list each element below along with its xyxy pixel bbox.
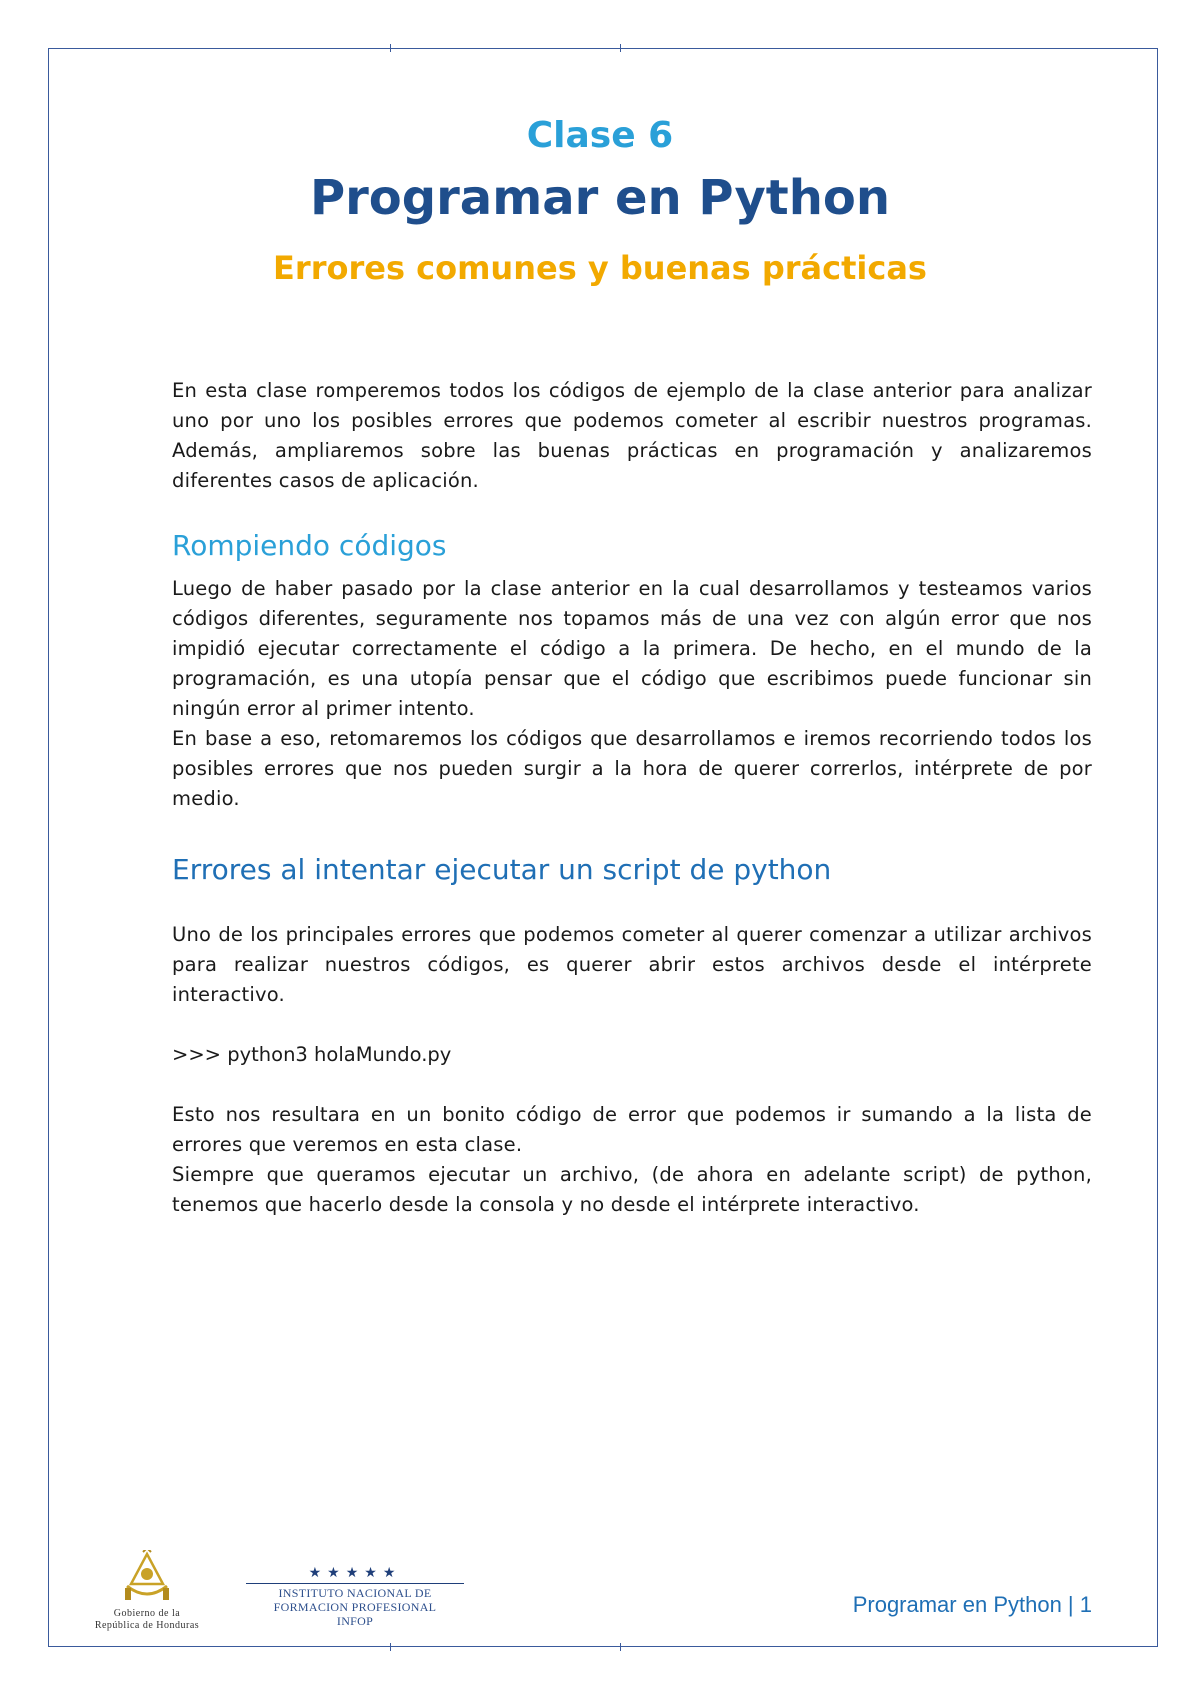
spacer bbox=[172, 1010, 1092, 1040]
section1-paragraph-2: En base a eso, retomaremos los códigos que desarrollamos e iremos recorriendo todos los posibles errores que nos pueden surgir a la hora de querer correrlos, intérprete de por medio. bbox=[172, 727, 1092, 810]
spacer bbox=[172, 1070, 1092, 1100]
page-footer: Programar en Python | 1 bbox=[852, 1592, 1092, 1617]
government-logo bbox=[72, 1550, 222, 1640]
stars-icon: ★★★★★ bbox=[308, 1565, 402, 1581]
main-content bbox=[172, 376, 1092, 1220]
title-block bbox=[0, 112, 1200, 290]
spacer bbox=[172, 890, 1092, 920]
infop-logo-line-2: FORMACION PROFESIONAL bbox=[273, 1600, 437, 1614]
document-subtitle: Errores comunes y buenas prácticas bbox=[273, 249, 927, 287]
document-title: Programar en Python bbox=[309, 170, 891, 226]
command-example: >>> python3 holaMundo.py bbox=[172, 1043, 452, 1066]
bottom-mark-right bbox=[620, 1643, 621, 1651]
infop-logo-line-3: INFOP bbox=[336, 1614, 374, 1628]
top-mark-left bbox=[390, 44, 391, 52]
infop-logo-line-1: INSTITUTO NACIONAL DE bbox=[278, 1586, 432, 1600]
logo-divider bbox=[246, 1583, 464, 1584]
section2-paragraph-3: Siempre que queramos ejecutar un archivo, (de ahora en adelante script) de python, tenemos que hacerlo desde la consola y no desde el intérprete interactivo. bbox=[172, 1163, 1092, 1216]
section2-paragraph-1: Uno de los principales errores que podemos cometer al querer comenzar a utilizar archivos para realizar nuestros códigos, es querer abrir estos archivos desde el intérprete interactivo. bbox=[172, 923, 1092, 1006]
gov-logo-line-2: República de Honduras bbox=[94, 1620, 200, 1631]
class-number: Clase 6 bbox=[526, 115, 674, 156]
gov-logo-line-1: Gobierno de la bbox=[113, 1608, 181, 1619]
section2-paragraph-2: Esto nos resultara en un bonito código de error que podemos ir sumando a la lista de errores que veremos en esta clase. bbox=[172, 1103, 1092, 1156]
section-heading-errores: Errores al intentar ejecutar un script de python bbox=[172, 853, 832, 886]
intro-paragraph: En esta clase romperemos todos los códigos de ejemplo de la clase anterior para analizar uno por uno los posibles errores que podemos cometer al escribir nuestros programas. Además, ampliaremos sobre las buenas prácticas en programación y analizaremos diferentes casos de aplicación. bbox=[172, 379, 1092, 492]
section-heading-rompiendo: Rompiendo códigos bbox=[172, 529, 447, 562]
infop-logo bbox=[240, 1565, 470, 1628]
bottom-mark-left bbox=[390, 1643, 391, 1651]
coat-of-arms-icon bbox=[117, 1550, 177, 1604]
top-mark-right bbox=[620, 44, 621, 52]
section1-paragraph-1: Luego de haber pasado por la clase anterior en la cual desarrollamos y testeamos varios códigos diferentes, seguramente nos topamos más de una vez con algún error que nos impidió ejecutar correctamente el código a la primera. De hecho, en el mundo de la programación, es una utopía pensar que el código que escribimos puede funcionar sin ningún error al primer intento. bbox=[172, 577, 1092, 720]
